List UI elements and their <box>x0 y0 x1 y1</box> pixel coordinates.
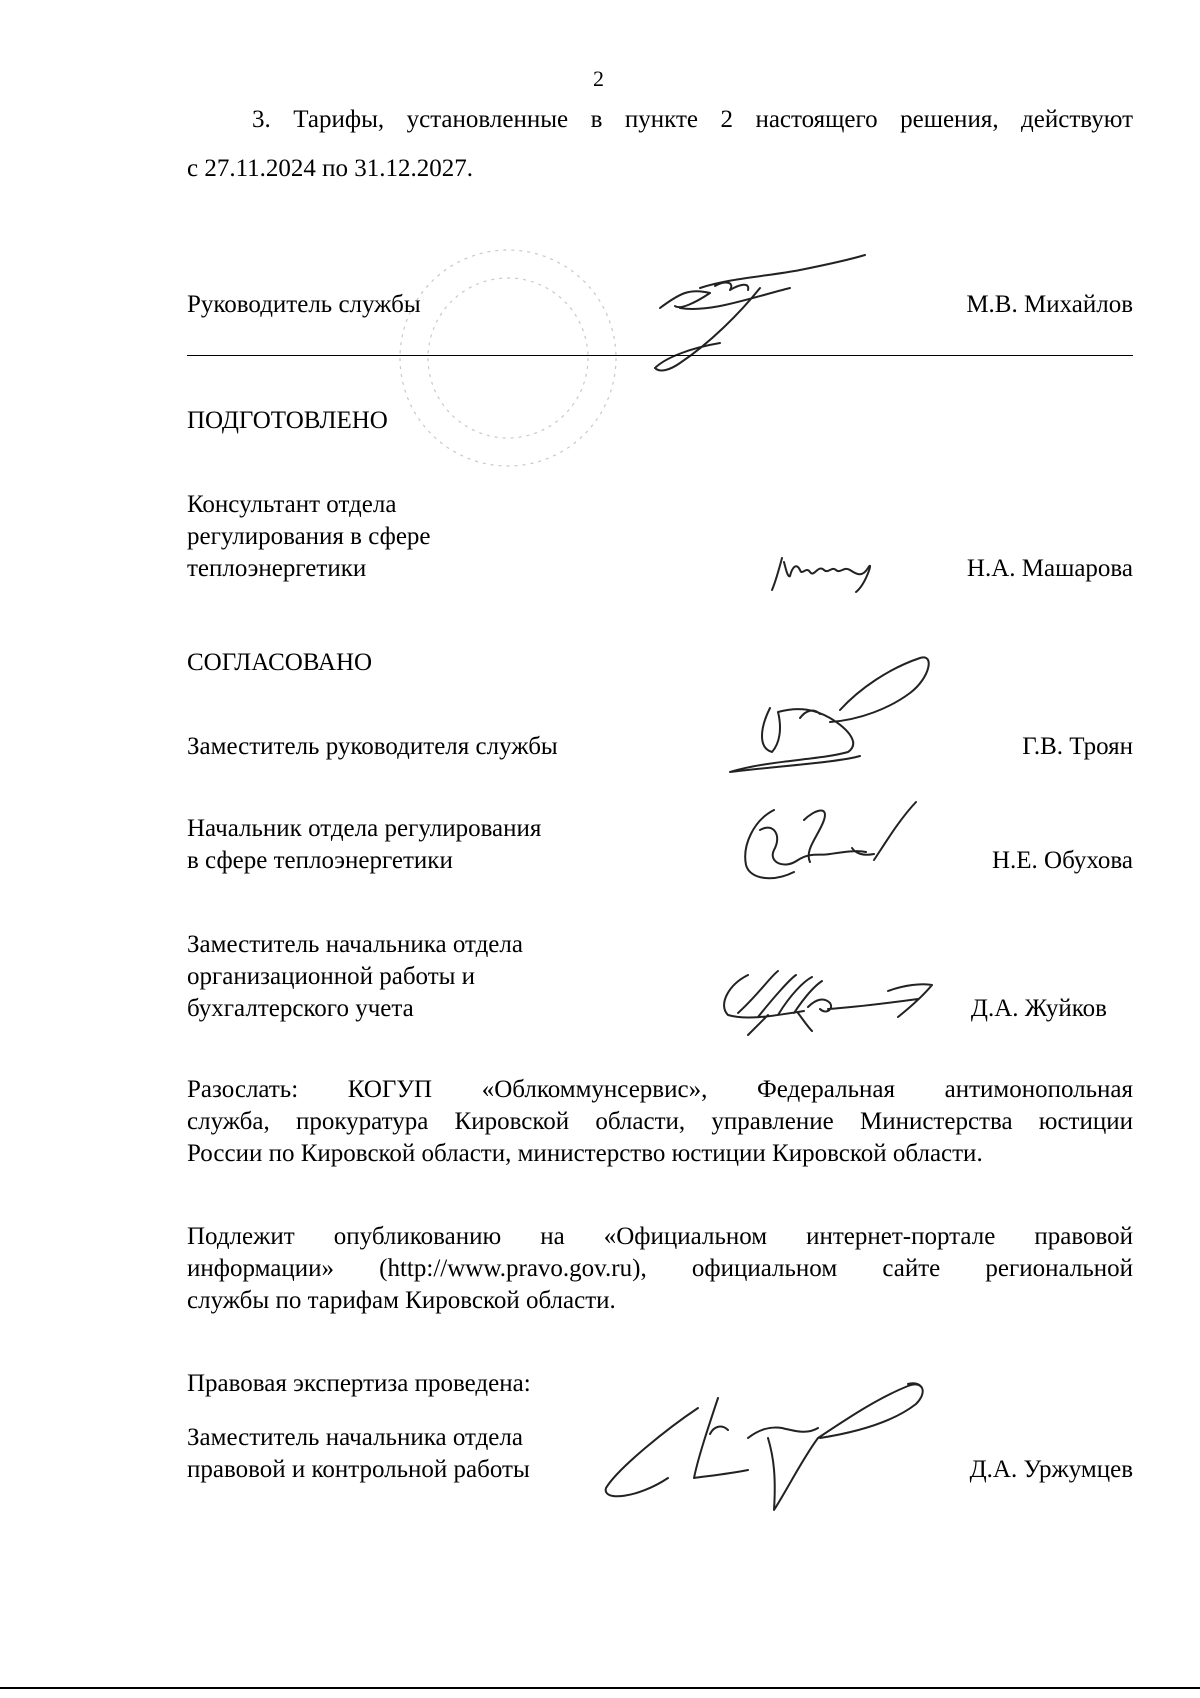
agreed-1-position-line-1: Заместитель руководителя службы <box>187 733 558 760</box>
prepared-name: Н.А. Машарова <box>966 555 1133 582</box>
official-seal-icon <box>388 238 628 478</box>
distribution-line-1: Разослать: КОГУП «Облкоммунсервис», Федеральная антимонопольная <box>187 1076 1133 1103</box>
clause-3-line-2: с 27.11.2024 по 31.12.2027. <box>187 155 474 182</box>
legal-review-position-line-1: Заместитель начальника отдела <box>187 1424 523 1451</box>
legal-review-position-line-2: правовой и контрольной работы <box>187 1456 530 1483</box>
prepared-position-line-1: Консультант отдела <box>187 491 397 518</box>
publication-block <box>187 1221 1133 1317</box>
agreed-3-position-line-1: Заместитель начальника отдела <box>187 931 523 958</box>
distribution-block <box>187 1074 1133 1170</box>
prepared-signature-icon <box>770 548 890 598</box>
signature-divider <box>187 355 1133 356</box>
legal-review-name: Д.А. Уржумцев <box>969 1456 1133 1483</box>
publication-line-2: информации» (http://www.pravo.gov.ru), официальном сайте региональной <box>187 1255 1133 1282</box>
bottom-border <box>0 1687 1200 1689</box>
agreed-1-name: Г.В. Троян <box>1022 733 1133 760</box>
agreed-2-position-line-1: Начальник отдела регулирования <box>187 815 542 842</box>
agreed-3-signature-icon <box>708 955 938 1035</box>
agreed-2-name: Н.Е. Обухова <box>991 847 1133 874</box>
publication-line-1: Подлежит опубликованию на «Официальном интернет-портале правовой <box>187 1223 1133 1250</box>
legal-review-signature-icon <box>598 1378 968 1518</box>
head-position: Руководитель службы <box>187 291 421 318</box>
clause-3-line-1: 3. Тарифы, установленные в пункте 2 настоящего решения, действуют <box>252 106 1133 133</box>
publication-line-3: службы по тарифам Кировской области. <box>187 1287 616 1314</box>
distribution-line-3: России по Кировской области, министерство юстиции Кировской области. <box>187 1140 983 1167</box>
agreed-3-position-line-2: организационной работы и <box>187 963 476 990</box>
agreed-3-position-line-3: бухгалтерского учета <box>187 995 414 1022</box>
prepared-heading: ПОДГОТОВЛЕНО <box>187 407 388 434</box>
distribution-line-2: служба, прокуратура Кировской области, управление Министерства юстиции <box>187 1108 1133 1135</box>
agreed-2-signature-icon <box>734 790 924 890</box>
agreed-heading: СОГЛАСОВАНО <box>187 649 373 676</box>
head-name: М.В. Михайлов <box>966 291 1133 318</box>
prepared-position-line-2: регулирования в сфере <box>187 523 431 550</box>
legal-review-heading: Правовая экспертиза проведена: <box>187 1370 531 1397</box>
head-signature-icon <box>640 258 870 378</box>
clause-3 <box>187 104 1133 136</box>
agreed-3-name: Д.А. Жуйков <box>970 995 1107 1022</box>
agreed-1-signature-icon <box>720 648 940 778</box>
page-number: 2 <box>593 66 604 91</box>
prepared-position-line-3: теплоэнергетики <box>187 555 367 582</box>
agreed-2-position-line-2: в сфере теплоэнергетики <box>187 847 453 874</box>
